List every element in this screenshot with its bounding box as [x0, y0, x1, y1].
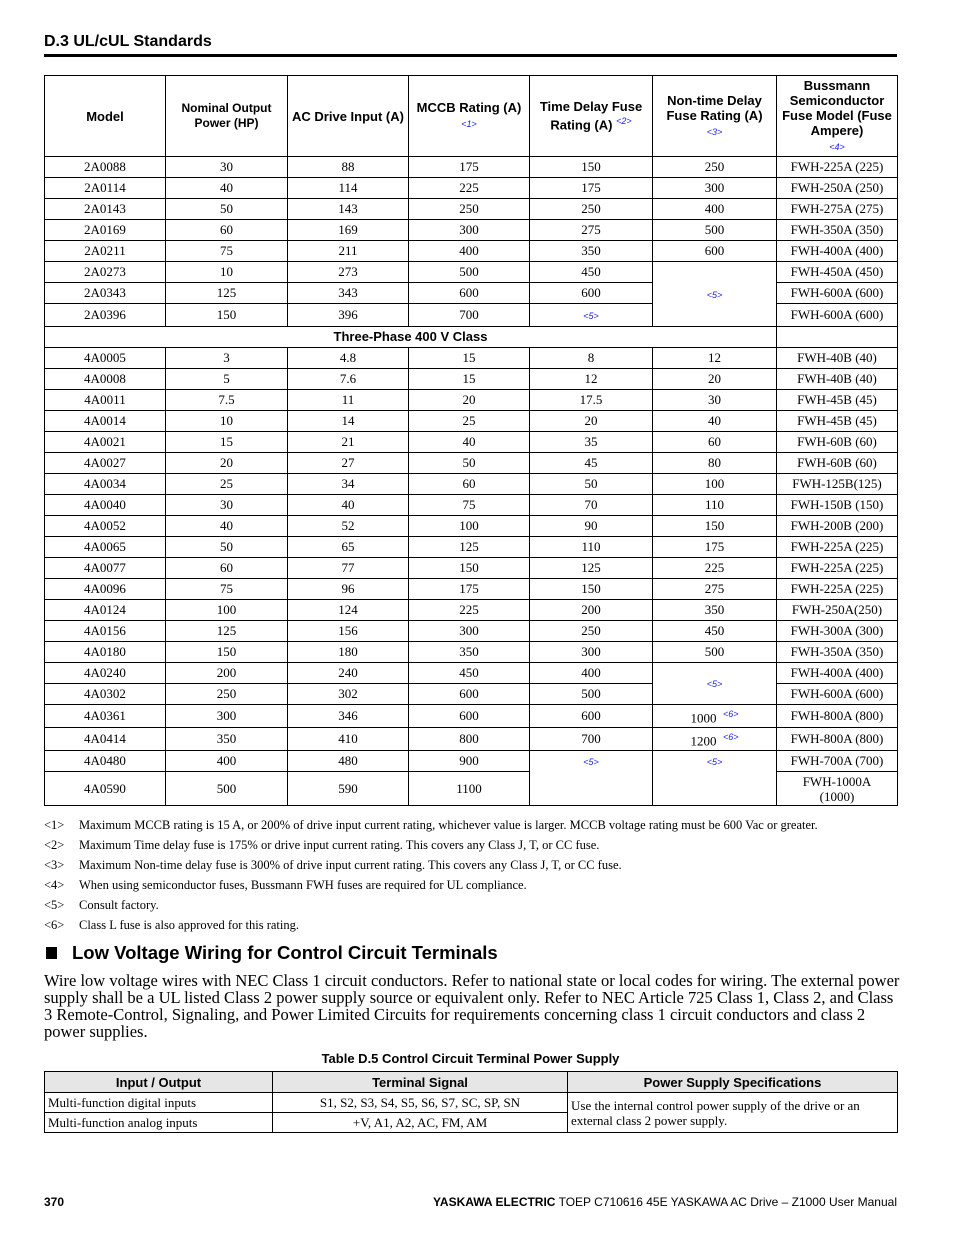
table-cell: 4A0040	[45, 495, 166, 516]
table-cell: 2A0343	[45, 283, 166, 304]
table-cell: 60	[409, 474, 530, 495]
table-cell: 20	[530, 411, 653, 432]
table-cell: 150	[653, 516, 777, 537]
footnote: <1> Maximum MCCB rating is 15 A, or 200% of drive input current rating, whichever value is larger. MCCB voltage rating must be 600 Vac or greater.	[44, 818, 818, 832]
table-cell: 4A0414	[45, 728, 166, 751]
table-cell: 350	[409, 642, 530, 663]
table-cell: 4A0034	[45, 474, 166, 495]
table-cell: 2A0169	[45, 220, 166, 241]
table-cell: 50	[409, 453, 530, 474]
table-cell: 175	[409, 157, 530, 178]
table-cell: 11	[288, 390, 409, 411]
table-cell: FWH-200B (200)	[777, 516, 898, 537]
ref-link[interactable]: <2>	[616, 116, 632, 127]
table-row	[45, 262, 898, 283]
merged-cell	[653, 262, 777, 327]
table-cell: 50	[530, 474, 653, 495]
table-cell: 400	[653, 199, 777, 220]
table-row	[45, 220, 898, 241]
merged-cell	[653, 663, 777, 705]
table-cell: 125	[166, 283, 288, 304]
header-mccb: MCCB Rating (A) <1>	[409, 76, 530, 157]
table-cell: 125	[530, 558, 653, 579]
table-cell: FWH-400A (400)	[777, 241, 898, 262]
table-cell: FWH-150B (150)	[777, 495, 898, 516]
table-cell: 396	[288, 304, 409, 327]
table-cell: 300	[409, 621, 530, 642]
table-cell: 40	[166, 516, 288, 537]
ul-fuse-table	[44, 75, 898, 806]
table-cell: 80	[653, 453, 777, 474]
table-cell	[777, 327, 898, 348]
table-cell: 4A0240	[45, 663, 166, 684]
control-circuit-table	[44, 1071, 898, 1133]
table-cell: 4A0014	[45, 411, 166, 432]
table-cell: 12	[530, 369, 653, 390]
table-cell: 400	[409, 241, 530, 262]
table-row	[45, 642, 898, 663]
table-cell: 2A0143	[45, 199, 166, 220]
table-cell: 300	[166, 705, 288, 728]
table-cell: 175	[409, 579, 530, 600]
table-cell: 480	[288, 751, 409, 772]
table-cell: FWH-40B (40)	[777, 369, 898, 390]
table-cell: +V, A1, A2, AC, FM, AM	[273, 1113, 568, 1133]
table-row	[45, 178, 898, 199]
table-cell: FWH-450A (450)	[777, 262, 898, 283]
table-cell: 273	[288, 262, 409, 283]
table-cell: 2A0273	[45, 262, 166, 283]
table-cell: FWH-225A (225)	[777, 579, 898, 600]
table-cell: 96	[288, 579, 409, 600]
table-row	[45, 1093, 898, 1113]
table-cell: 2A0114	[45, 178, 166, 199]
table-cell: 175	[530, 178, 653, 199]
table-cell: FWH-250A (250)	[777, 178, 898, 199]
footnote: <4> When using semiconductor fuses, Bussmann FWH fuses are required for UL compliance.	[44, 878, 527, 892]
table-cell: 300	[530, 642, 653, 663]
table-row	[45, 495, 898, 516]
table-cell: 240	[288, 663, 409, 684]
footnote: <3> Maximum Non-time delay fuse is 300% of drive input current rating. This covers any Class J, T, or CC fuse.	[44, 858, 622, 872]
table-cell: 125	[409, 537, 530, 558]
ref-link[interactable]: <4>	[829, 141, 845, 152]
table-cell: 500	[166, 772, 288, 806]
table-cell: 20	[653, 369, 777, 390]
body-paragraph: Wire low voltage wires with NEC Class 1 circuit conductors. Refer to national state or local codes for wiring. The external power supply shall be a UL listed Class 2 power supply source or equivalent only. Refer to NEC Article 725 Class 1, Class 2, and Class 3 Remote-Control, Signaling, and Power Limited Circuits for requirements concerning class 1 circuit conductors and class 2 power supplies.	[44, 971, 900, 1041]
table-cell: 14	[288, 411, 409, 432]
table-cell: 4A0052	[45, 516, 166, 537]
table-cell: 4A0065	[45, 537, 166, 558]
footer-brand: YASKAWA ELECTRIC	[433, 1195, 556, 1209]
table-cell: S1, S2, S3, S4, S5, S6, S7, SC, SP, SN	[273, 1093, 568, 1113]
class-row	[45, 327, 898, 348]
table-cell: FWH-225A (225)	[777, 157, 898, 178]
table-cell: FWH-350A (350)	[777, 642, 898, 663]
table-cell: 4A0590	[45, 772, 166, 806]
table-cell: FWH-45B (45)	[777, 411, 898, 432]
table-cell: 52	[288, 516, 409, 537]
table-cell: 400	[530, 663, 653, 684]
footnote: <6> Class L fuse is also approved for this rating.	[44, 918, 299, 932]
table-cell: 350	[166, 728, 288, 751]
table-cell: 600	[530, 283, 653, 304]
table-cell: 21	[288, 432, 409, 453]
table-cell: FWH-40B (40)	[777, 348, 898, 369]
table-cell: 10	[166, 411, 288, 432]
table-cell: FWH-125B(125)	[777, 474, 898, 495]
table-cell: 4A0077	[45, 558, 166, 579]
table-cell: FWH-225A (225)	[777, 537, 898, 558]
table-cell: 110	[530, 537, 653, 558]
table-cell: 124	[288, 600, 409, 621]
table-row	[45, 432, 898, 453]
ref-link[interactable]: <5>	[706, 289, 723, 300]
table-cell: 900	[409, 751, 530, 772]
ref-link[interactable]: <5>	[583, 757, 599, 767]
table-cell: 20	[409, 390, 530, 411]
table-cell: 450	[653, 621, 777, 642]
table-cell: 4A0005	[45, 348, 166, 369]
table-cell: FWH-275A (275)	[777, 199, 898, 220]
table-row	[45, 453, 898, 474]
subsection-heading: Low Voltage Wiring for Control Circuit Terminals	[72, 942, 498, 963]
table-cell: 114	[288, 178, 409, 199]
footnote: <2> Maximum Time delay fuse is 175% or drive input current rating. This covers any Class J, T, or CC fuse.	[44, 838, 600, 852]
table-cell: FWH-350A (350)	[777, 220, 898, 241]
table-cell: 75	[166, 579, 288, 600]
table-cell: 30	[166, 157, 288, 178]
table-cell: 15	[409, 369, 530, 390]
table-cell: 1100	[409, 772, 530, 806]
table-cell: 200	[530, 600, 653, 621]
footer-doc: TOEP C710616 45E YASKAWA AC Drive – Z1000 User Manual	[555, 1195, 897, 1209]
table-cell: 4A0021	[45, 432, 166, 453]
table-row	[45, 537, 898, 558]
table-cell: 250	[530, 199, 653, 220]
header-input: AC Drive Input (A)	[288, 76, 409, 157]
table-cell: 70	[530, 495, 653, 516]
table-cell: 150	[409, 558, 530, 579]
table-row	[45, 579, 898, 600]
table-row	[45, 411, 898, 432]
footer	[433, 1195, 897, 1209]
table-cell: 300	[409, 220, 530, 241]
table-row	[45, 199, 898, 220]
table-cell: 225	[409, 178, 530, 199]
table-cell: Multi-function digital inputs	[45, 1093, 273, 1113]
ref-link[interactable]: <5>	[583, 310, 599, 321]
header-power-supply-spec: Power Supply Specifications	[568, 1072, 898, 1093]
table-row	[45, 751, 898, 772]
table-cell: FWH-225A (225)	[777, 558, 898, 579]
table-cell: 100	[409, 516, 530, 537]
table-cell: 35	[530, 432, 653, 453]
table-cell: 156	[288, 621, 409, 642]
table-cell: 75	[166, 241, 288, 262]
table-cell: 50	[166, 199, 288, 220]
fuse-cell: FWH-1000A (1000)	[777, 772, 898, 806]
table-row	[45, 157, 898, 178]
table-cell: 275	[530, 220, 653, 241]
table-cell: 110	[653, 495, 777, 516]
table-cell: 2A0088	[45, 157, 166, 178]
table-cell: 225	[653, 558, 777, 579]
table-row	[45, 600, 898, 621]
table-cell: 250	[530, 621, 653, 642]
table-cell: 45	[530, 453, 653, 474]
page-number: 370	[44, 1195, 65, 1209]
table-cell: 4A0027	[45, 453, 166, 474]
table-cell: 4A0180	[45, 642, 166, 663]
table-cell: 169	[288, 220, 409, 241]
header-bussmann: Bussmann Semiconductor Fuse Model (Fuse Ampere) <4>	[777, 76, 898, 157]
table-cell: 450	[409, 663, 530, 684]
table-cell: 143	[288, 199, 409, 220]
table-row	[45, 516, 898, 537]
table-cell: 150	[166, 642, 288, 663]
table-cell: FWH-60B (60)	[777, 453, 898, 474]
table-cell: 300	[653, 178, 777, 199]
table-cell: 4A0361	[45, 705, 166, 728]
table-cell: 15	[166, 432, 288, 453]
merged-cell	[530, 751, 653, 806]
table-cell: 800	[409, 728, 530, 751]
ref-link[interactable]: <6>	[722, 708, 739, 719]
table-cell: 302	[288, 684, 409, 705]
table-cell: 7.5	[166, 390, 288, 411]
table-cell: 60	[166, 558, 288, 579]
ref-cell: 1000 $^{<6>}$	[653, 705, 777, 728]
ref-cell	[530, 304, 653, 327]
table-cell: FWH-600A (600)	[777, 684, 898, 705]
table-row	[45, 728, 898, 751]
table-cell: 7.6	[288, 369, 409, 390]
table-cell: 4A0011	[45, 390, 166, 411]
table-cell: 600	[409, 705, 530, 728]
footnote: <5> Consult factory.	[44, 898, 159, 912]
table-cell: 4.8	[288, 348, 409, 369]
table-row	[45, 621, 898, 642]
table-cell: 250	[409, 199, 530, 220]
table-cell: 34	[288, 474, 409, 495]
table-cell: 150	[166, 304, 288, 327]
header-non-time-delay-fuse: Non-time Delay Fuse Rating (A) <3>	[653, 76, 777, 157]
section-rule	[44, 54, 897, 57]
table-row	[45, 390, 898, 411]
table-cell: 12	[653, 348, 777, 369]
table-cell: 500	[653, 642, 777, 663]
table-cell: 200	[166, 663, 288, 684]
ref-link[interactable]: <3>	[706, 126, 723, 137]
table-row	[45, 663, 898, 684]
header-model: Model	[45, 76, 166, 157]
table-cell: 25	[166, 474, 288, 495]
table-cell: 600	[409, 283, 530, 304]
table-cell: 175	[653, 537, 777, 558]
table-cell: 225	[409, 600, 530, 621]
table-cell: FWH-45B (45)	[777, 390, 898, 411]
ref-link[interactable]: <5>	[706, 757, 723, 767]
table-cell: FWH-600A (600)	[777, 283, 898, 304]
table-cell: 4A0156	[45, 621, 166, 642]
table-cell: 2A0396	[45, 304, 166, 327]
table-cell: 90	[530, 516, 653, 537]
table-cell: 600	[530, 705, 653, 728]
table-row	[45, 241, 898, 262]
table-cell: 60	[166, 220, 288, 241]
heading-square-icon	[46, 947, 57, 959]
ref-link[interactable]: <6>	[722, 731, 739, 742]
table-cell: 100	[166, 600, 288, 621]
table-cell: 25	[409, 411, 530, 432]
table-cell: FWH-400A (400)	[777, 663, 898, 684]
section-title: D.3 UL/cUL Standards	[44, 33, 212, 50]
table-cell: FWH-700A (700)	[777, 751, 898, 772]
table-cell: 350	[653, 600, 777, 621]
table-cell: 27	[288, 453, 409, 474]
table-caption: Table D.5 Control Circuit Terminal Power Supply	[321, 1051, 620, 1066]
table-cell: 65	[288, 537, 409, 558]
table-row	[45, 558, 898, 579]
table-cell: FWH-600A (600)	[777, 304, 898, 327]
table-cell: 211	[288, 241, 409, 262]
table-cell: 410	[288, 728, 409, 751]
table-row	[45, 369, 898, 390]
table-cell: 88	[288, 157, 409, 178]
table-cell: 180	[288, 642, 409, 663]
table-cell: 4A0124	[45, 600, 166, 621]
header-power: Nominal Output Power (HP)	[166, 76, 288, 157]
table-cell: 500	[409, 262, 530, 283]
table-row	[45, 705, 898, 728]
table-cell: 3	[166, 348, 288, 369]
table-cell: 40	[166, 178, 288, 199]
class-label: Three-Phase 400 V Class	[45, 327, 777, 348]
header-input-output: Input / Output	[45, 1072, 273, 1093]
table-cell: 30	[653, 390, 777, 411]
table-cell: 17.5	[530, 390, 653, 411]
table-cell: 10	[166, 262, 288, 283]
ref-link[interactable]: <5>	[706, 679, 723, 689]
table-cell: FWH-800A (800)	[777, 705, 898, 728]
table-cell: 40	[409, 432, 530, 453]
table-cell: 125	[166, 621, 288, 642]
table-cell: 500	[530, 684, 653, 705]
table-cell: 346	[288, 705, 409, 728]
table-cell: 4A0302	[45, 684, 166, 705]
table-cell: 75	[409, 495, 530, 516]
table-cell: 600	[653, 241, 777, 262]
table-cell: Multi-function analog inputs	[45, 1113, 273, 1133]
header-terminal-signal: Terminal Signal	[273, 1072, 568, 1093]
table-cell: 4A0096	[45, 579, 166, 600]
table-cell: 4A0480	[45, 751, 166, 772]
table-cell: FWH-300A (300)	[777, 621, 898, 642]
table-cell: 60	[653, 432, 777, 453]
table-cell: 350	[530, 241, 653, 262]
table-cell: 700	[409, 304, 530, 327]
table-row	[45, 474, 898, 495]
table-cell: FWH-250A(250)	[777, 600, 898, 621]
table-cell: 700	[530, 728, 653, 751]
table-cell: 4A0008	[45, 369, 166, 390]
table-cell: 400	[166, 751, 288, 772]
table-cell: 150	[530, 579, 653, 600]
ref-cell: 1200 $^{<6>}$	[653, 728, 777, 751]
table-cell: 40	[288, 495, 409, 516]
table-cell: 500	[653, 220, 777, 241]
table-cell: 2A0211	[45, 241, 166, 262]
table-cell: 20	[166, 453, 288, 474]
table-cell: 590	[288, 772, 409, 806]
table-cell: 30	[166, 495, 288, 516]
table-cell: 150	[530, 157, 653, 178]
ref-link[interactable]: <1>	[461, 119, 477, 129]
table-cell: 275	[653, 579, 777, 600]
table-cell: 40	[653, 411, 777, 432]
table-cell: 250	[166, 684, 288, 705]
table-cell: 450	[530, 262, 653, 283]
merged-cell	[653, 751, 777, 806]
table-cell: 343	[288, 283, 409, 304]
table-cell: 5	[166, 369, 288, 390]
header-time-delay-fuse: Time Delay Fuse Rating (A) $^{<2>}$	[530, 76, 653, 157]
table-cell: 250	[653, 157, 777, 178]
table-cell: FWH-60B (60)	[777, 432, 898, 453]
table-cell: 77	[288, 558, 409, 579]
table-cell: FWH-800A (800)	[777, 728, 898, 751]
table-cell: 600	[409, 684, 530, 705]
table-cell: 8	[530, 348, 653, 369]
footnotes	[44, 815, 818, 935]
power-supply-spec: Use the internal control power supply of the drive or an external class 2 power supply.	[568, 1093, 898, 1133]
table-cell: 15	[409, 348, 530, 369]
table-cell: 50	[166, 537, 288, 558]
table-cell: 100	[653, 474, 777, 495]
table-row	[45, 348, 898, 369]
